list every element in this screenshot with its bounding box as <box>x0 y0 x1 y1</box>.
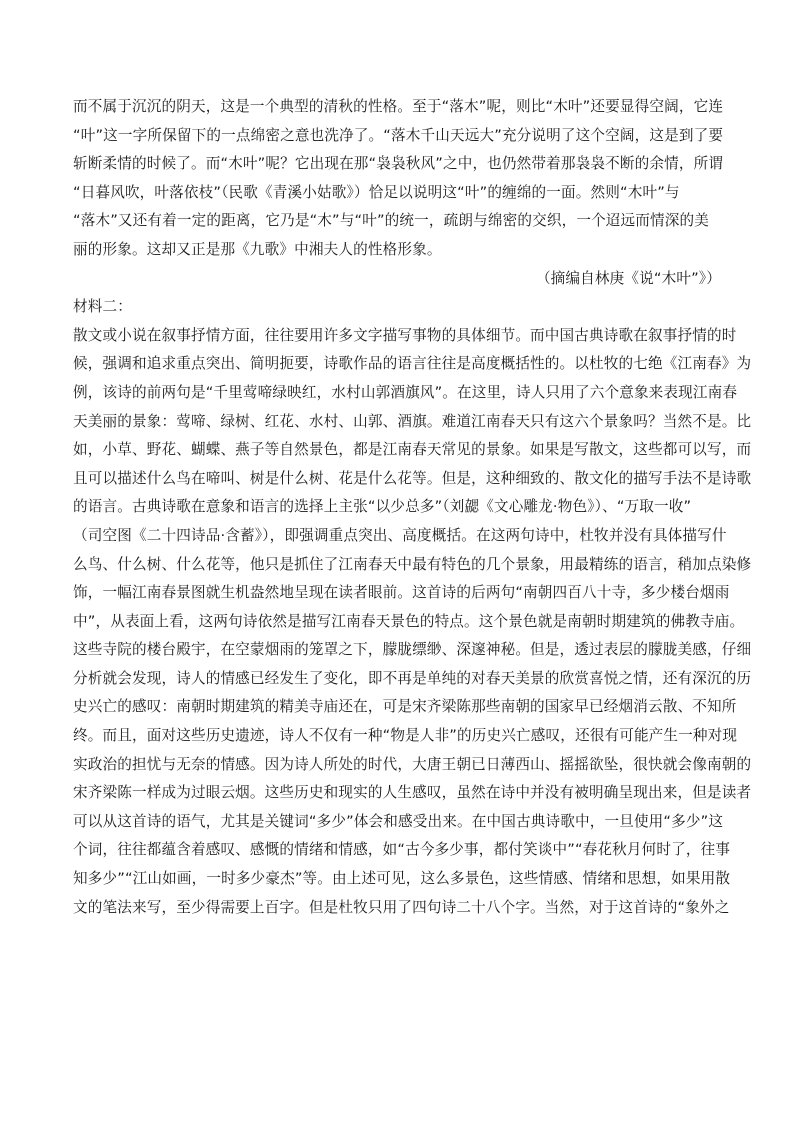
paragraph-line: 天美丽的景象：莺啼、绿树、红花、水村、山郭、酒旗。难道江南春天只有这六个景象吗？当然不是。比 <box>73 412 752 430</box>
paragraph-line: 候，强调和追求重点突出、简明扼要，诗歌作品的语言往往是高度概括性的。以杜牧的七绝《江南春》为 <box>73 355 752 373</box>
paragraph-line: 宋齐梁陈一样成为过眼云烟。这些历史和现实的人生感叹，虽然在诗中并没有被明确呈现出来，但是读者 <box>73 784 752 802</box>
paragraph-line: 分析就会发现，诗人的情感已经发生了变化，即不再是单纯的对春天美景的欣赏喜悦之情，还有深沉的历 <box>73 669 752 687</box>
paragraph-line: 丽的形象。这却又正是那《九歌》中湘夫人的性格形象。 <box>73 240 442 258</box>
paragraph-line: 个词，往往都蕴含着感叹、感慨的情绪和情感，如“古今多少事，都付笑谈中”“春花秋月何时了，往事 <box>73 841 731 859</box>
paragraph-line: “叶”这一字所保留下的一点绵密之意也洗净了。“落木千山天远大”充分说明了这个空阔，这是到了要 <box>73 126 724 144</box>
paragraph-line: 的语言。古典诗歌在意象和语言的选择上主张“以少总多”（刘勰《文心雕龙·物色》）、“万取一收” <box>73 498 692 516</box>
document-page <box>73 93 752 922</box>
paragraph-line: 知多少”“江山如画，一时多少豪杰”等。由上述可见，这么多景色，这些情感、情绪和思想，如果用散 <box>73 870 731 888</box>
paragraph-line: 且可以描述什么鸟在啼叫、树是什么树、花是什么花等。但是，这种细致的、散文化的描写手法不是诗歌 <box>73 469 752 487</box>
paragraph-line: 而不属于沉沉的阴天，这是一个典型的清秋的性格。至于“落木”呢，则比“木叶”还要显得空阔，它连 <box>73 98 724 115</box>
section-heading: 材料二： <box>73 298 132 316</box>
paragraph-line: 斩断柔情的时候了。而“木叶”呢？它出现在那“袅袅秋风”之中，也仍然带着那袅袅不断的余情，所谓 <box>73 155 724 173</box>
paragraph-line: 史兴亡的感叹：南朝时期建筑的精美寺庙还在，可是宋齐梁陈那些南朝的国家早已经烟消云散、不知所 <box>73 698 737 716</box>
paragraph-line: （司空图《二十四诗品·含蓄》），即强调重点突出、高度概括。在这两句诗中，杜牧并没有具体描写什 <box>73 526 727 544</box>
paragraph-line: 如，小草、野花、蝴蝶、燕子等自然景色，都是江南春天常见的景象。如果是写散文，这些都可以写，而 <box>73 441 752 459</box>
paragraph-line: 么鸟、什么树、什么花等，他只是抓住了江南春天中最有特色的几个景象，用最精练的语言，稍加点染修 <box>73 555 752 573</box>
paragraph-line: 可以从这首诗的语气，尤其是关键词“多少”体会和感受出来。在中国古典诗歌中，一旦使用“多少”这 <box>73 812 724 830</box>
paragraph-line: 散文或小说在叙事抒情方面，往往要用许多文字描写事物的具体细节。而中国古典诗歌在叙事抒情的时 <box>73 326 737 344</box>
paragraph-line: 文的笔法来写，至少得需要上百字。但是杜牧只用了四句诗二十八个字。当然，对于这首诗的“象外之 <box>73 898 730 916</box>
paragraph-line: “落木”又还有着一定的距离，它乃是“木”与“叶”的统一，疏朗与绵密的交织，一个迢远而情深的美 <box>73 212 710 230</box>
paragraph-line: 实政治的担忧与无奈的情感。因为诗人所处的时代，大唐王朝已日薄西山、摇摇欲坠，很快就会像南朝的 <box>73 755 752 773</box>
paragraph-line: “日暮风吹，叶落依枝”（民歌《青溪小姑歌》）恰足以说明这“叶”的缠绵的一面。然则“木叶”与 <box>73 183 680 201</box>
source-citation: （摘编自林庚《说“木叶”》） <box>535 269 721 287</box>
paragraph-line: 中”，从表面上看，这两句诗依然是描写江南春天景色的特点。这个景色就是南朝时期建筑的佛教寺庙。 <box>73 612 745 630</box>
paragraph-line: 这些寺院的楼台殿宇，在空蒙烟雨的笼罩之下，朦胧缥缈、深邃神秘。但是，透过表层的朦胧美感，仔细 <box>73 641 752 659</box>
paragraph-line: 饰，一幅江南春景图就生机盎然地呈现在读者眼前。这首诗的后两句“南朝四百八十寺，多少楼台烟雨 <box>73 584 730 602</box>
paragraph-line: 例，该诗的前两句是“千里莺啼绿映红，水村山郭酒旗风”。在这里，诗人只用了六个意象来表现江南春 <box>73 383 738 401</box>
paragraph-line: 终。而且，面对这些历史遗迹，诗人不仅有一种“物是人非”的历史兴亡感叹，还很有可能产生一种对现 <box>73 727 738 745</box>
